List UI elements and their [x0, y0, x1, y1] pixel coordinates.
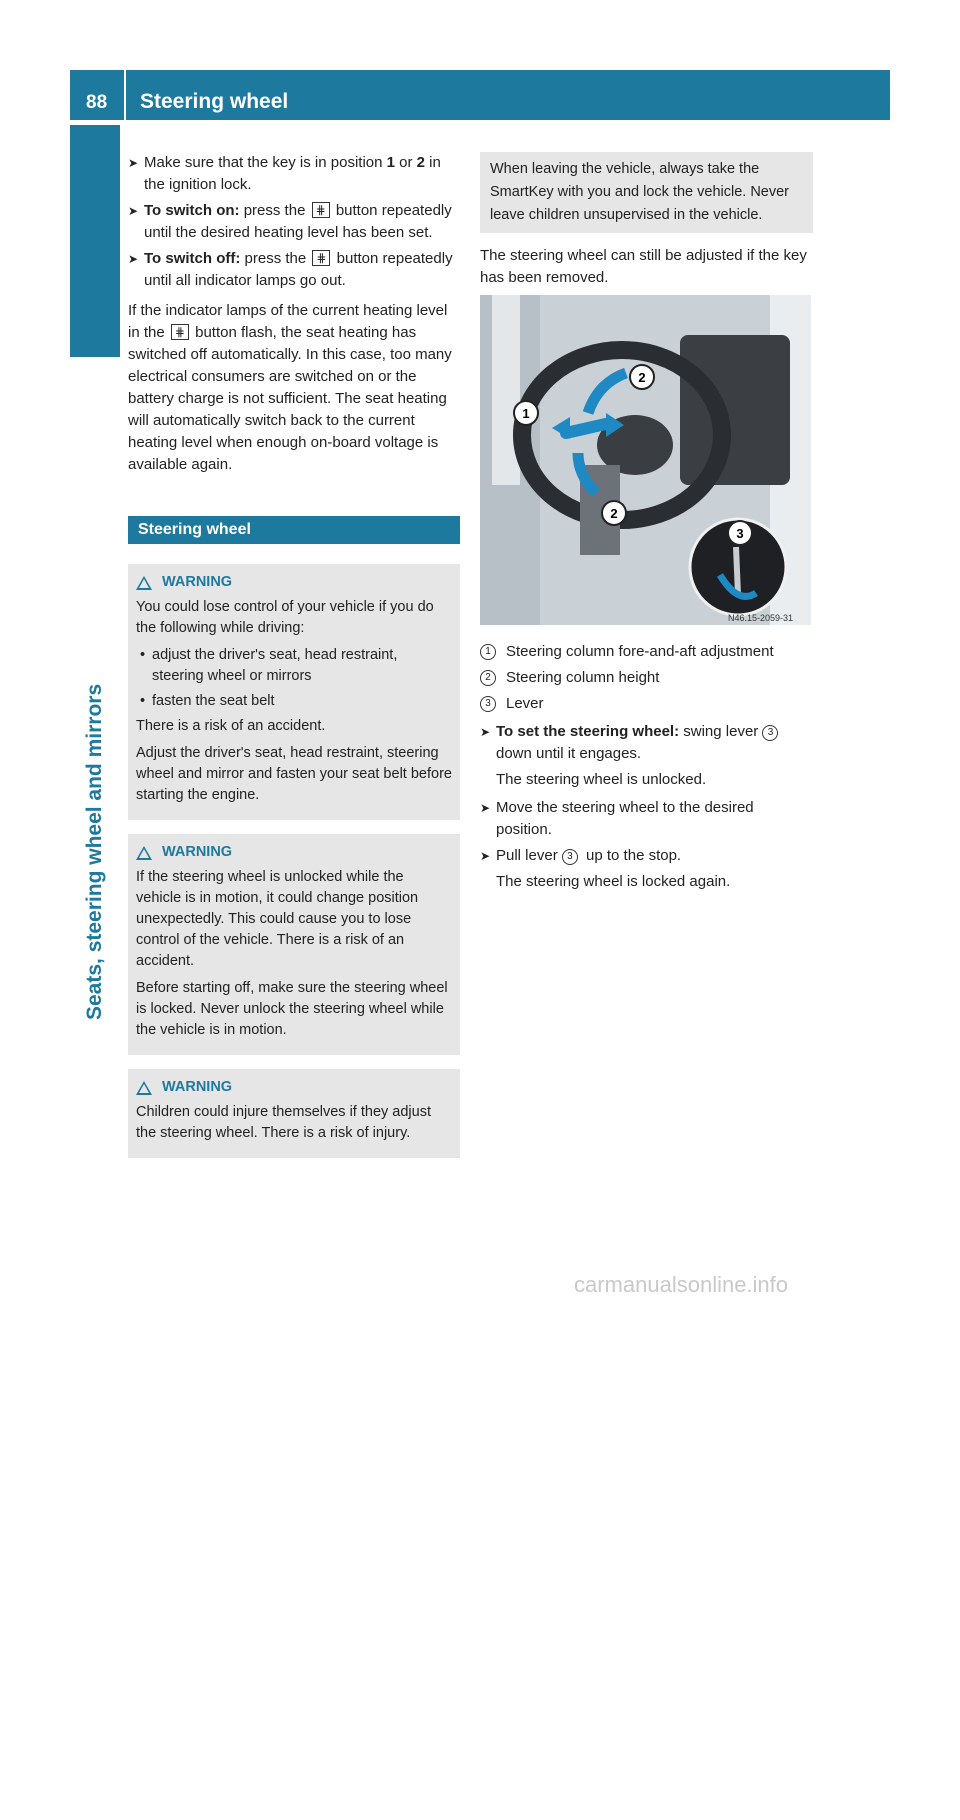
warning-text: Adjust the driver's seat, head restraint, steering wheel and mirror and fasten your seat belt before starting the engine. — [136, 745, 452, 803]
step-text: Move the steering wheel to the desired position. — [496, 799, 754, 838]
warning-text: Before starting off, make sure the steering wheel is locked. Never unlock the steering wheel while the vehicle is in motion. — [136, 980, 448, 1038]
key-position: 2 — [416, 154, 425, 171]
step-text: press the — [240, 250, 311, 267]
warning-box — [128, 564, 460, 820]
step-arrow-icon: ➤ — [128, 156, 139, 170]
callout-1: 1 — [522, 406, 530, 421]
instruction-step — [128, 152, 460, 196]
watermark: carmanualsonline.info — [574, 1272, 789, 1297]
step-label: To switch off: — [144, 250, 241, 267]
step-text: swing lever — [679, 723, 763, 740]
legend-number: 1 — [480, 644, 496, 660]
step-text: or — [394, 154, 417, 171]
step-text: button repeatedly until all indicator lamps go out. — [144, 250, 453, 289]
seat-heating-button-icon: ⋕ — [312, 202, 330, 218]
step-text: up to the stop. — [581, 847, 682, 864]
step-text: in the ignition lock. — [144, 154, 441, 193]
info-box: When leaving the vehicle, always take the SmartKey with you and lock the vehicle. Never leave children unsupervised in the vehicle. — [480, 152, 813, 233]
key-position: 1 — [386, 154, 395, 171]
step-text: down until it engages. — [496, 745, 642, 762]
warning-heading — [136, 842, 452, 863]
seat-heating-button-icon: ⋕ — [171, 324, 189, 340]
warning-heading — [136, 1077, 452, 1098]
legend-number: 3 — [480, 696, 496, 712]
warning-bullet: • adjust the driver's seat, head restraint, steering wheel or mirrors — [136, 645, 452, 687]
legend-item — [480, 641, 813, 663]
step-label: To set the steering wheel: — [496, 723, 680, 740]
lever-number: 3 — [762, 725, 778, 741]
step-arrow-icon: ➤ — [128, 204, 139, 218]
legend-text: Lever — [506, 695, 544, 712]
instruction-step — [128, 200, 460, 244]
steering-wheel-illustration — [480, 295, 811, 625]
step-text: button repeatedly until the desired heating level has been set. — [144, 202, 452, 241]
page-header — [70, 70, 890, 120]
instruction-step — [128, 248, 460, 292]
section-heading: Steering wheel — [128, 516, 460, 544]
step-label: To switch on: — [144, 202, 240, 219]
step-text: Make sure that the key is in position — [144, 154, 387, 171]
warning-bullet: • fasten the seat belt — [136, 691, 452, 712]
body-paragraph — [128, 300, 460, 476]
page-title: Steering wheel — [140, 90, 289, 113]
page-number-box — [70, 70, 126, 120]
step-arrow-icon: ➤ — [480, 849, 491, 863]
warning-text: If the steering wheel is unlocked while the vehicle is in motion, it could change position unexpectedly. This could cause you to lose control of the vehicle. There is a risk of an accident. — [136, 869, 419, 969]
step-text: press the — [239, 202, 310, 219]
warning-label: WARNING — [162, 574, 233, 590]
warning-text: Children could injure themselves if they adjust the steering wheel. There is a risk of injury. — [136, 1104, 431, 1141]
body-paragraph: The steering wheel can still be adjusted if the key has been removed. — [480, 247, 807, 286]
callout-2: 2 — [610, 506, 618, 521]
steering-wheel-figure — [480, 295, 811, 625]
legend-number: 2 — [480, 670, 496, 686]
warning-label: WARNING — [162, 1079, 233, 1095]
step-result: The steering wheel is unlocked. — [496, 771, 707, 788]
callout-2: 2 — [638, 370, 646, 385]
warning-triangle-icon — [136, 846, 152, 860]
warning-heading — [136, 572, 452, 593]
side-chapter-title: Seats, steering wheel and mirrors — [83, 683, 106, 1020]
step-arrow-icon: ➤ — [128, 252, 139, 266]
legend-text: Steering column fore-and-aft adjustment — [506, 643, 774, 660]
warning-box — [128, 1069, 460, 1158]
instruction-step — [480, 721, 813, 765]
page-number: 88 — [86, 92, 108, 113]
step-result: The steering wheel is locked again. — [496, 873, 731, 890]
step-arrow-icon: ➤ — [480, 801, 491, 815]
paragraph-text: button flash, the seat heating has switched off automatically. In this case, too many electrical consumers are switched on or the battery charge is not sufficient. The seat heating will automatically switch back to the current heating level when enough on-board voltage is available again. — [128, 324, 452, 473]
step-arrow-icon: ➤ — [480, 725, 491, 739]
warning-text: There is a risk of an accident. — [136, 718, 326, 734]
figure-code: N46.15-2059-31 — [728, 613, 794, 623]
side-chapter-title-wrap — [83, 683, 113, 1820]
lever-number: 3 — [562, 849, 578, 865]
warning-box — [128, 834, 460, 1055]
warning-triangle-icon — [136, 1081, 152, 1095]
instruction-step — [480, 797, 813, 841]
warning-text: You could lose control of your vehicle if you do the following while driving: — [136, 599, 434, 636]
callout-3: 3 — [736, 526, 744, 541]
legend-text: Steering column height — [506, 669, 660, 686]
warning-label: WARNING — [162, 844, 233, 860]
side-chapter-tab — [70, 125, 120, 357]
warning-triangle-icon — [136, 576, 152, 590]
right-column — [480, 152, 813, 899]
instruction-step — [480, 845, 813, 867]
seat-heating-button-icon: ⋕ — [312, 250, 330, 266]
legend-item — [480, 693, 813, 715]
left-column — [128, 152, 460, 1172]
legend-item — [480, 667, 813, 689]
paragraph-text: If the indicator lamps of the current heating level in the — [128, 302, 448, 341]
step-text: Pull lever — [496, 847, 562, 864]
